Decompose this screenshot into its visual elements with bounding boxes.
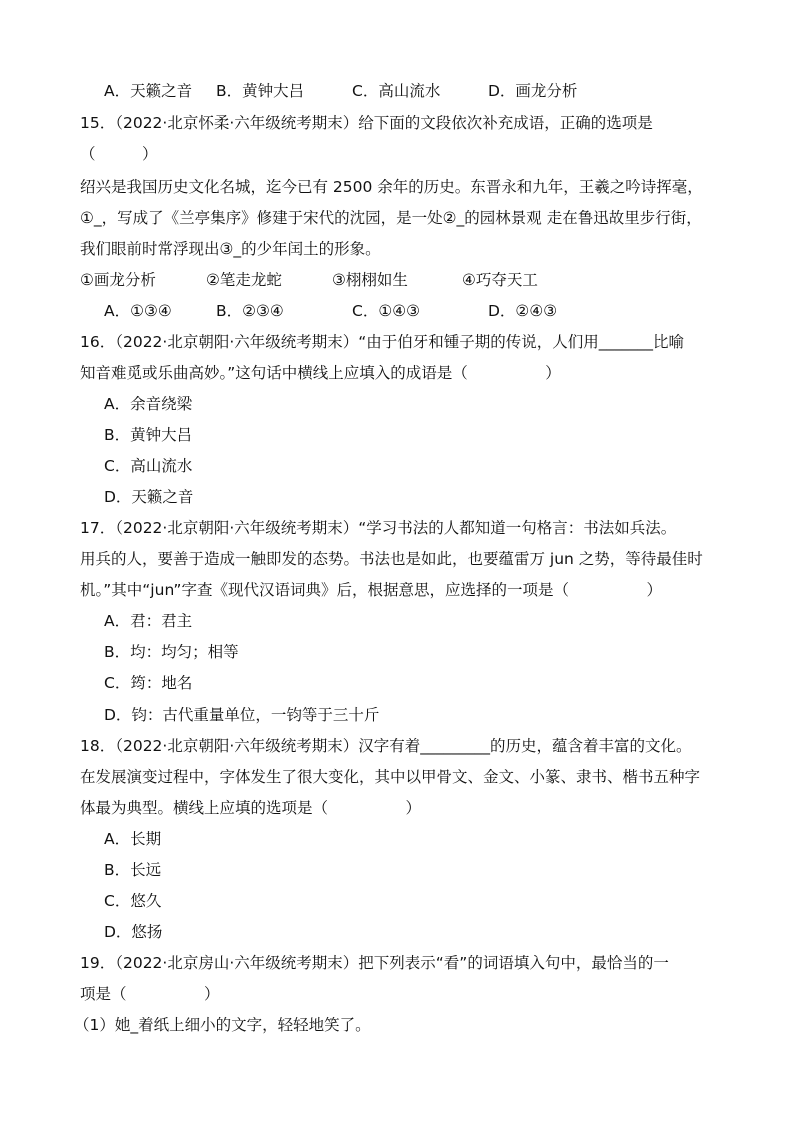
q14-option-a: A．天籁之音	[104, 82, 193, 100]
q15-passage-line3: 我们眼前时常浮现出③_的少年闰土的形象。	[80, 240, 381, 258]
q15-option-c: C．①④③	[352, 302, 421, 320]
q15-option-a: A．①③④	[104, 302, 172, 320]
q18-option-a: A．长期	[104, 830, 162, 848]
q16-stem-line2: 知音难觅或乐曲高妙。”这句话中横线上应填入的成语是（ ）	[80, 364, 561, 382]
q14-option-b: B．黄钟大吕	[216, 82, 305, 100]
q15-stem-line1: 15．（2022·北京怀柔·六年级统考期末）给下面的文段依次补充成语，正确的选项是	[80, 114, 653, 132]
q19-sub1: （1）她_着纸上细小的文字，轻轻地笑了。	[74, 1016, 371, 1034]
q17-stem-line1: 17．（2022·北京朝阳·六年级统考期末）“学习书法的人都知道一句格言：书法如兵法。	[80, 519, 677, 537]
q18-option-b: B．长远	[104, 861, 162, 879]
q17-option-a: A．君：君主	[104, 612, 193, 630]
q16-option-b: B．黄钟大吕	[104, 426, 193, 444]
q17-stem-line2: 用兵的人，要善于造成一触即发的态势。书法也是如此，也要蕴雷万 jun 之势，等待最佳时	[80, 550, 703, 568]
q15-idiom-1: ①画龙分析	[80, 271, 156, 289]
q15-idiom-2: ②笔走龙蛇	[206, 271, 282, 289]
q18-option-d: D．悠扬	[104, 923, 163, 941]
q15-idiom-4: ④巧夺天工	[462, 271, 538, 289]
q17-option-d: D．钧：古代重量单位，一钧等于三十斤	[104, 706, 380, 724]
q18-option-c: C．悠久	[104, 892, 162, 910]
q16-option-d: D．天籁之音	[104, 488, 194, 506]
q17-option-b: B．均：均匀；相等	[104, 643, 239, 661]
q18-stem-line1: 18．（2022·北京朝阳·六年级统考期末）汉字有着_________的历史，蕴含着丰富的文化。	[80, 737, 692, 755]
q15-option-b: B．②③④	[216, 302, 284, 320]
q14-option-d: D．画龙分析	[488, 82, 578, 100]
q18-stem-line3: 体最为典型。横线上应填的选项是（ ）	[80, 799, 422, 817]
q15-option-d: D．②④③	[488, 302, 558, 320]
q18-stem-line2: 在发展演变过程中，字体发生了很大变化，其中以甲骨文、金文、小篆、隶书、楷书五种字	[80, 768, 701, 786]
q16-stem-line1: 16．（2022·北京朝阳·六年级统考期末）“由于伯牙和锺子期的传说，人们用_______比喻	[80, 333, 685, 351]
q19-stem-line2: 项是（ ）	[80, 985, 220, 1003]
q16-option-c: C．高山流水	[104, 457, 193, 475]
q17-option-c: C．筠：地名	[104, 674, 193, 692]
q15-stem-line2: （ ）	[80, 145, 158, 163]
q15-passage-line2: ①_，写成了《兰亭集序》修建于宋代的沈园，是一处②_的园林景观 走在鲁迅故里步行街，	[80, 209, 702, 227]
q19-stem-line1: 19．（2022·北京房山·六年级统考期末）把下列表示“看”的词语填入句中，最恰当的一	[80, 954, 669, 972]
q15-passage-line1: 绍兴是我国历史文化名城，迄今已有 2500 余年的历史。东晋永和九年，王羲之吟诗挥毫，	[80, 178, 703, 196]
q16-option-a: A．余音绕梁	[104, 395, 193, 413]
q17-stem-line3: 机。”其中“jun”字查《现代汉语词典》后，根据意思，应选择的一项是（ ）	[80, 581, 662, 599]
q15-idiom-3: ③栩栩如生	[332, 271, 408, 289]
q14-option-c: C．高山流水	[352, 82, 441, 100]
